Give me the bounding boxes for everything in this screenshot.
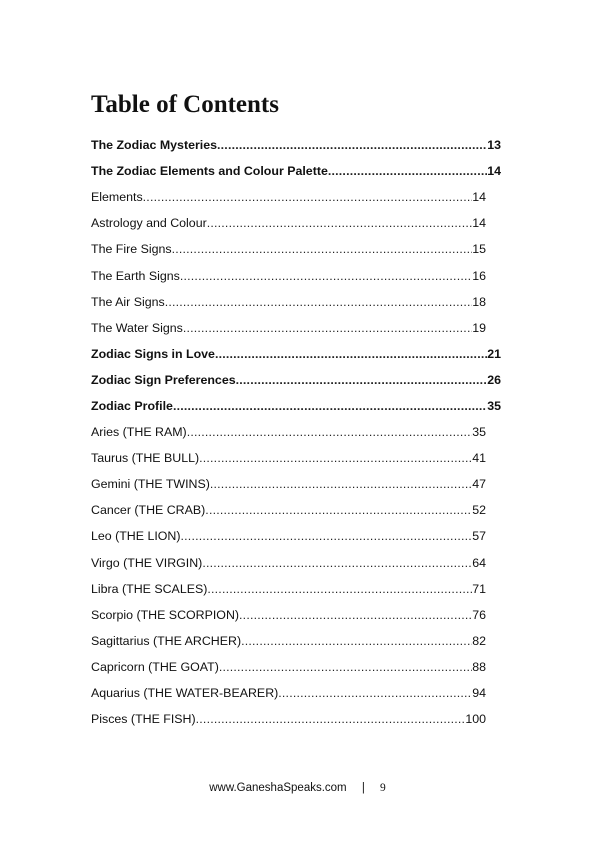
dot-leader — [181, 529, 473, 543]
toc-entry-page: 16 — [472, 268, 486, 283]
dot-leader — [210, 477, 472, 491]
toc-entry[interactable] — [91, 550, 486, 576]
toc-entry-label: Sagittarius (THE ARCHER) — [91, 633, 242, 648]
toc-entry-page: 100 — [465, 712, 486, 727]
toc-entry-page: 76 — [472, 607, 486, 622]
dot-leader — [236, 373, 488, 387]
footer-page-number: 9 — [380, 782, 386, 794]
toc-entry-label: The Fire Signs — [91, 242, 172, 257]
dot-leader — [241, 634, 472, 648]
toc-entry-page: 47 — [472, 477, 486, 492]
footer-website: www.GaneshaSpeaks.com — [209, 782, 347, 794]
toc-entry-label: The Water Signs — [91, 320, 183, 335]
toc-entry[interactable] — [91, 471, 486, 497]
toc-entry-label: Taurus (THE BULL) — [91, 451, 200, 466]
toc-entry-label: Aquarius (THE WATER-BEARER) — [91, 686, 279, 701]
toc-entry-page: 14 — [472, 216, 486, 231]
toc-entry-page: 88 — [472, 659, 486, 674]
toc-entry-label: Capricorn (THE GOAT) — [91, 659, 219, 674]
toc-entry[interactable] — [91, 315, 486, 341]
dot-leader — [187, 425, 473, 439]
toc-entry-page: 41 — [472, 451, 486, 466]
toc-entry-label: The Zodiac Elements and Colour Palette — [91, 164, 328, 179]
dot-leader — [207, 216, 472, 230]
toc-entry-label: Astrology and Colour — [91, 216, 207, 231]
toc-entry[interactable] — [91, 262, 486, 288]
dot-leader — [328, 164, 487, 178]
toc-entry[interactable] — [91, 419, 486, 445]
dot-leader — [180, 269, 472, 283]
toc-entry-page: 18 — [472, 294, 486, 309]
toc-entry-page: 35 — [487, 398, 501, 413]
toc-entry-page: 14 — [472, 190, 486, 205]
toc-entry-page: 52 — [472, 503, 486, 518]
toc-entry[interactable] — [91, 236, 486, 262]
toc-entry-label: Pisces (THE FISH) — [91, 712, 196, 727]
toc-entry-page: 13 — [487, 138, 501, 153]
toc-entry[interactable] — [91, 210, 486, 236]
toc-entry-page: 15 — [472, 242, 486, 257]
dot-leader — [217, 138, 487, 152]
dot-leader — [173, 399, 487, 413]
toc-entry[interactable] — [91, 523, 486, 549]
toc-entry-label: The Zodiac Mysteries — [91, 138, 218, 153]
dot-leader — [196, 712, 466, 726]
toc-entry[interactable] — [91, 654, 486, 680]
toc-entry[interactable] — [91, 341, 501, 367]
dot-leader — [165, 295, 473, 309]
dot-leader — [205, 503, 472, 517]
toc-entry-label: The Earth Signs — [91, 268, 180, 283]
toc-entry[interactable] — [91, 602, 486, 628]
toc-entry-page: 26 — [487, 372, 501, 387]
toc-entry-label: Aries (THE RAM) — [91, 425, 187, 440]
dot-leader — [183, 321, 472, 335]
dot-leader — [143, 190, 473, 204]
toc-entry-page: 21 — [487, 346, 501, 361]
dot-leader — [199, 451, 472, 465]
toc-entry-label: Zodiac Signs in Love — [91, 346, 215, 361]
toc-entry-page: 14 — [487, 164, 501, 179]
toc-entry[interactable] — [91, 158, 501, 184]
dot-leader — [172, 242, 473, 256]
page-title: Table of Contents — [91, 91, 279, 118]
toc-entry-label: Libra (THE SCALES) — [91, 581, 208, 596]
toc-entry-page: 82 — [472, 633, 486, 648]
toc-entry-page: 19 — [472, 320, 486, 335]
toc-entry[interactable] — [91, 445, 486, 471]
toc-entry-page: 64 — [472, 555, 486, 570]
toc-entry-label: Cancer (THE CRAB) — [91, 503, 206, 518]
footer-separator: | — [361, 782, 365, 794]
dot-leader — [239, 608, 472, 622]
toc-entry[interactable] — [91, 680, 486, 706]
toc-entry-page: 71 — [472, 581, 486, 596]
toc-entry[interactable] — [91, 289, 486, 315]
toc-entry[interactable] — [91, 132, 501, 158]
toc-entry[interactable] — [91, 367, 501, 393]
toc-entry-label: Virgo (THE VIRGIN) — [91, 555, 203, 570]
toc-entry-page: 57 — [472, 529, 486, 544]
toc-entry[interactable] — [91, 628, 486, 654]
toc-entry-page: 35 — [472, 425, 486, 440]
toc-entry[interactable] — [91, 497, 486, 523]
toc-entry-label: Zodiac Sign Preferences — [91, 372, 236, 387]
toc-entry-label: Scorpio (THE SCORPION) — [91, 607, 240, 622]
toc-entry-label: Zodiac Profile — [91, 398, 173, 413]
page-footer — [0, 781, 595, 795]
toc-entry-label: Gemini (THE TWINS) — [91, 477, 210, 492]
dot-leader — [202, 556, 472, 570]
toc-entry[interactable] — [91, 184, 486, 210]
toc-entry-label: Elements — [91, 190, 143, 205]
dot-leader — [278, 686, 472, 700]
toc-entry[interactable] — [91, 706, 486, 732]
table-of-contents — [91, 132, 501, 732]
dot-leader — [215, 347, 487, 361]
toc-entry[interactable] — [91, 576, 486, 602]
toc-entry-label: Leo (THE LION) — [91, 529, 181, 544]
dot-leader — [219, 660, 472, 674]
toc-entry[interactable] — [91, 393, 501, 419]
toc-entry-label: The Air Signs — [91, 294, 165, 309]
toc-entry-page: 94 — [472, 686, 486, 701]
dot-leader — [207, 582, 472, 596]
